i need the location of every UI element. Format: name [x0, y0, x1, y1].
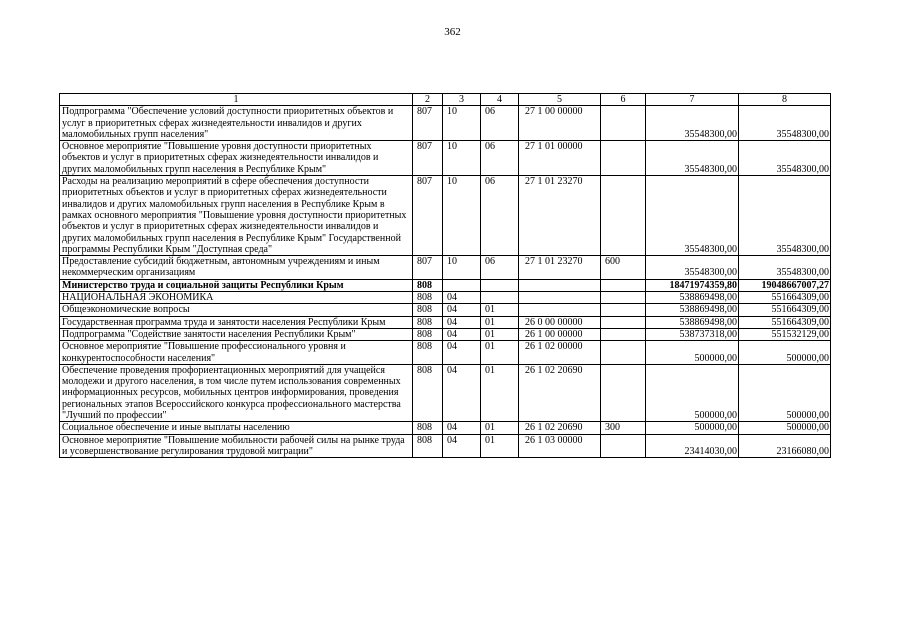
table-body: [60, 94, 831, 458]
cell-amount-7: 500000,00: [646, 422, 739, 434]
cell-code-3: 10: [443, 141, 481, 176]
cell-code-4: 06: [481, 256, 519, 280]
cell-code-5: [519, 292, 601, 304]
cell-code-4: 06: [481, 106, 519, 141]
cell-amount-7: 538869498,00: [646, 304, 739, 316]
cell-code-2: 807: [413, 176, 443, 256]
row-name-cell: Основное мероприятие "Повышение профессионального уровня и конкурентоспособности населения": [60, 341, 413, 365]
cell-amount-7: 23414030,00: [646, 434, 739, 458]
cell-code-6: [601, 304, 646, 316]
table-row: [60, 256, 831, 280]
cell-code-6: [601, 328, 646, 340]
cell-code-5: 27 1 00 00000: [519, 106, 601, 141]
cell-code-5: [519, 279, 601, 291]
column-header: 5: [519, 94, 601, 106]
cell-code-6: [601, 292, 646, 304]
cell-code-4: 01: [481, 341, 519, 365]
cell-amount-7: 500000,00: [646, 364, 739, 421]
cell-code-3: 04: [443, 341, 481, 365]
cell-code-5: 26 1 02 20690: [519, 422, 601, 434]
cell-code-6: [601, 316, 646, 328]
cell-code-6: [601, 364, 646, 421]
row-name-cell: Общеэкономические вопросы: [60, 304, 413, 316]
column-header: 2: [413, 94, 443, 106]
cell-amount-7: 538737318,00: [646, 328, 739, 340]
cell-code-4: [481, 279, 519, 291]
cell-code-4: 01: [481, 434, 519, 458]
row-name-cell: Государственная программа труда и занятости населения Республики Крым: [60, 316, 413, 328]
cell-code-4: 01: [481, 328, 519, 340]
table-row: [60, 341, 831, 365]
cell-code-2: 807: [413, 106, 443, 141]
cell-amount-8: 500000,00: [739, 364, 831, 421]
cell-amount-7: 538869498,00: [646, 292, 739, 304]
cell-code-6: 300: [601, 422, 646, 434]
row-name-cell: Подпрограмма "Обеспечение условий доступности приоритетных объектов и услуг в приоритетных сферах жизнедеятельности инвалидов и других маломобильных групп населения": [60, 106, 413, 141]
cell-amount-7: 18471974359,80: [646, 279, 739, 291]
cell-code-5: 26 1 02 20690: [519, 364, 601, 421]
cell-code-2: 807: [413, 141, 443, 176]
cell-code-5: 26 1 02 00000: [519, 341, 601, 365]
cell-code-2: 808: [413, 341, 443, 365]
cell-amount-7: 35548300,00: [646, 256, 739, 280]
cell-code-2: 808: [413, 328, 443, 340]
cell-amount-8: 35548300,00: [739, 256, 831, 280]
column-header: 8: [739, 94, 831, 106]
cell-code-3: 04: [443, 422, 481, 434]
table-row: [60, 422, 831, 434]
table-row: [60, 328, 831, 340]
table-row: [60, 434, 831, 458]
cell-code-2: 808: [413, 292, 443, 304]
cell-code-3: 04: [443, 364, 481, 421]
cell-code-5: 27 1 01 00000: [519, 141, 601, 176]
cell-code-6: [601, 106, 646, 141]
table-row: [60, 279, 831, 291]
cell-amount-8: 23166080,00: [739, 434, 831, 458]
cell-code-3: [443, 279, 481, 291]
cell-code-3: 10: [443, 106, 481, 141]
cell-code-3: 04: [443, 434, 481, 458]
cell-amount-7: 538869498,00: [646, 316, 739, 328]
column-header: 6: [601, 94, 646, 106]
cell-code-2: 808: [413, 316, 443, 328]
row-name-cell: НАЦИОНАЛЬНАЯ ЭКОНОМИКА: [60, 292, 413, 304]
cell-code-5: 27 1 01 23270: [519, 256, 601, 280]
cell-code-2: 807: [413, 256, 443, 280]
cell-code-6: [601, 141, 646, 176]
table-row: [60, 316, 831, 328]
row-name-cell: Расходы на реализацию мероприятий в сфере обеспечения доступности приоритетных объектов и услуг в приоритетных сферах жизнедеятельности инвалидов и других маломобильных групп населения в Республике Крым в рамках основного мероприятия "Повышение уровня доступности приоритетных объектов и услуг в приоритетных сферах жизнедеятельности инвалидов и других маломобильных групп населения в Республике Крым" Государственной программы Республики Крым "Доступная среда": [60, 176, 413, 256]
cell-code-6: [601, 176, 646, 256]
cell-code-4: 06: [481, 176, 519, 256]
cell-code-5: 26 0 00 00000: [519, 316, 601, 328]
cell-code-2: 808: [413, 304, 443, 316]
cell-amount-8: 19048667007,27: [739, 279, 831, 291]
cell-code-5: 26 1 03 00000: [519, 434, 601, 458]
cell-code-6: [601, 341, 646, 365]
column-header: 4: [481, 94, 519, 106]
cell-code-4: 01: [481, 316, 519, 328]
table-row: [60, 304, 831, 316]
table-row: [60, 292, 831, 304]
cell-code-3: 10: [443, 176, 481, 256]
cell-code-6: [601, 434, 646, 458]
cell-amount-8: 35548300,00: [739, 106, 831, 141]
cell-amount-8: 35548300,00: [739, 141, 831, 176]
cell-code-4: 01: [481, 304, 519, 316]
table-header-row: [60, 94, 831, 106]
cell-code-3: 04: [443, 328, 481, 340]
cell-amount-7: 35548300,00: [646, 141, 739, 176]
table-row: [60, 364, 831, 421]
row-name-cell: Предоставление субсидий бюджетным, автономным учреждениям и иным некоммерческим организациям: [60, 256, 413, 280]
row-name-cell: Обеспечение проведения профориентационных мероприятий для учащейся молодежи и другого населения, в том числе путем использования современных информационных ресурсов, мобильных центров информирования, проведения региональных этапов Всероссийского конкурса профессионального мастерства "Лучший по профессии": [60, 364, 413, 421]
page-number: 362: [444, 26, 461, 38]
cell-amount-8: 551664309,00: [739, 292, 831, 304]
cell-code-3: 10: [443, 256, 481, 280]
budget-table: [59, 93, 831, 458]
cell-code-3: 04: [443, 304, 481, 316]
cell-amount-7: 500000,00: [646, 341, 739, 365]
table-row: [60, 176, 831, 256]
cell-amount-7: 35548300,00: [646, 176, 739, 256]
cell-code-2: 808: [413, 434, 443, 458]
column-header: 7: [646, 94, 739, 106]
row-name-cell: Основное мероприятие "Повышение уровня доступности приоритетных объектов и услуг в приоритетных сферах жизнедеятельности инвалидов и других маломобильных групп населения в Республике Крым": [60, 141, 413, 176]
cell-code-2: 808: [413, 279, 443, 291]
table-row: [60, 106, 831, 141]
row-name-cell: Министерство труда и социальной защиты Республики Крым: [60, 279, 413, 291]
cell-code-4: 01: [481, 422, 519, 434]
cell-code-3: 04: [443, 292, 481, 304]
cell-code-4: 01: [481, 364, 519, 421]
cell-code-5: 27 1 01 23270: [519, 176, 601, 256]
cell-amount-8: 551664309,00: [739, 304, 831, 316]
cell-code-3: 04: [443, 316, 481, 328]
table-row: [60, 141, 831, 176]
cell-code-4: 06: [481, 141, 519, 176]
cell-amount-8: 500000,00: [739, 422, 831, 434]
cell-amount-8: 500000,00: [739, 341, 831, 365]
cell-code-2: 808: [413, 422, 443, 434]
cell-amount-7: 35548300,00: [646, 106, 739, 141]
row-name-cell: Основное мероприятие "Повышение мобильности рабочей силы на рынке труда и усовершенствование регулирования трудовой миграции": [60, 434, 413, 458]
column-header: 3: [443, 94, 481, 106]
cell-code-6: [601, 279, 646, 291]
cell-amount-8: 35548300,00: [739, 176, 831, 256]
row-name-cell: Подпрограмма "Содействие занятости населения Республики Крым": [60, 328, 413, 340]
cell-code-5: 26 1 00 00000: [519, 328, 601, 340]
cell-amount-8: 551532129,00: [739, 328, 831, 340]
row-name-cell: Социальное обеспечение и иные выплаты населению: [60, 422, 413, 434]
cell-amount-8: 551664309,00: [739, 316, 831, 328]
cell-code-5: [519, 304, 601, 316]
cell-code-4: [481, 292, 519, 304]
column-header: 1: [60, 94, 413, 106]
cell-code-2: 808: [413, 364, 443, 421]
cell-code-6: 600: [601, 256, 646, 280]
